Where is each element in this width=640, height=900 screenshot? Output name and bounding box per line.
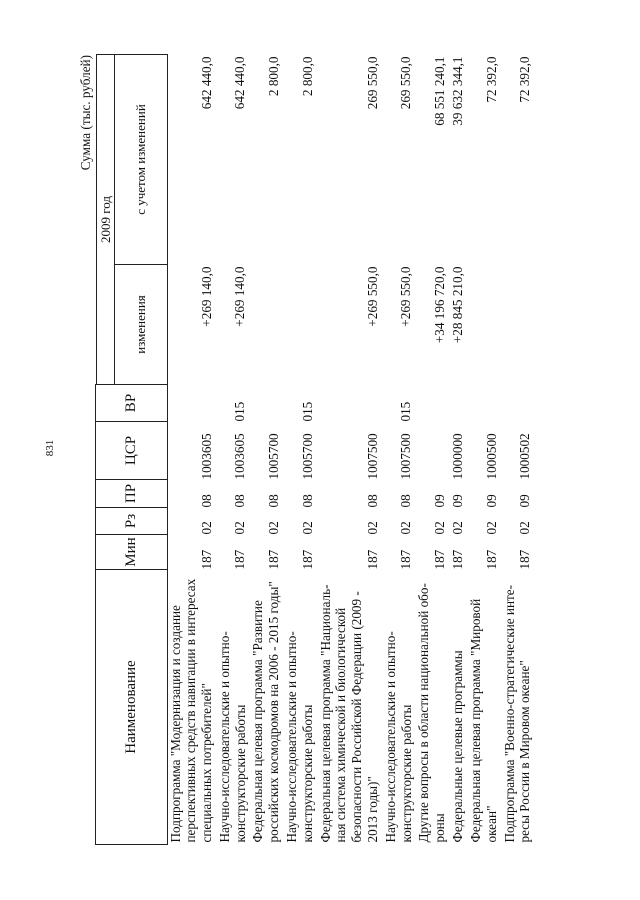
row-vr — [416, 385, 450, 422]
row-rz: 02 — [517, 521, 533, 535]
row-pr: 09 — [517, 494, 533, 508]
row-csr: 1007500 — [364, 433, 380, 480]
row-csr: 1000500 — [483, 433, 499, 480]
row-csr: 1005700 — [266, 433, 282, 480]
row-rz: 02 — [364, 521, 380, 535]
header-csr: ЦСР — [96, 422, 168, 480]
row-csr: 1007500 — [398, 433, 414, 480]
row-name: Научно-исследовательские и опытно-конструкторские работы — [216, 631, 248, 843]
row-vr — [318, 385, 383, 422]
row-vr — [250, 385, 284, 422]
row-change: +269 550,0 — [364, 266, 380, 327]
row-min: 187 — [299, 549, 315, 570]
row-pr: 08 — [299, 494, 315, 508]
header-name: Наименование — [96, 570, 168, 845]
row-total: 68 551 240,1 — [432, 56, 448, 126]
row-change: +34 196 720,0 — [432, 266, 448, 344]
row-csr: 1005700 — [299, 433, 315, 480]
row-vr — [502, 385, 536, 422]
row-pr: 08 — [398, 494, 414, 508]
table-row — [318, 55, 383, 845]
row-rz: 02 — [432, 521, 448, 535]
row-name: Другие вопросы в области национальной обо-роны — [416, 583, 448, 843]
row-change — [502, 265, 536, 385]
table-row — [167, 55, 217, 845]
row-min: 187 — [198, 549, 214, 570]
header-rz: Рз — [96, 508, 168, 535]
row-change: +269 550,0 — [398, 266, 414, 327]
row-name: Подпрограмма "Модернизация и создание перспективных средств навигации в интересах специальных потребителей" — [167, 578, 215, 843]
row-name: Федеральная целевая программа "Мировой океан" — [468, 598, 499, 843]
page-number: 831 — [44, 439, 56, 457]
row-pr: 09 — [450, 494, 466, 508]
row-total: 642 440,0 — [232, 56, 248, 110]
row-min: 187 — [450, 549, 466, 570]
row-csr: 1003605 — [198, 433, 214, 480]
row-change — [250, 265, 284, 385]
table-row — [250, 55, 284, 845]
row-rz: 02 — [299, 521, 315, 535]
row-change — [468, 265, 502, 385]
header-year: 2009 год — [96, 55, 114, 385]
row-min: 187 — [398, 549, 414, 570]
row-vr: 015 — [299, 401, 315, 422]
row-total: 2 800,0 — [299, 56, 315, 97]
row-name: Научно-исследовательские и опытно-конструкторские работы — [382, 631, 414, 843]
row-rz: 02 — [266, 521, 282, 535]
row-change: +269 140,0 — [198, 266, 214, 327]
row-csr: 1003605 — [232, 433, 248, 480]
row-rz: 02 — [198, 521, 214, 535]
unit-note: Сумма (тыс. рублей) — [78, 55, 93, 171]
table-row — [383, 55, 417, 845]
row-pr: 08 — [198, 494, 214, 508]
row-change: +28 845 210,0 — [450, 266, 466, 344]
header-min: Мин — [96, 535, 168, 570]
row-pr: 08 — [364, 494, 380, 508]
row-min: 187 — [266, 549, 282, 570]
row-total: 642 440,0 — [198, 56, 214, 110]
table-row — [502, 55, 536, 845]
row-total: 72 392,0 — [483, 56, 499, 103]
row-total: 269 550,0 — [398, 56, 414, 110]
row-min: 187 — [517, 549, 533, 570]
row-name: Федеральная целевая программа "Развитие российских космодромов на 2006 - 2015 годы" — [250, 581, 282, 843]
row-name: Федеральная целевая программа "Националь-ная система химической и биологической безопасности Российской Федерации (2009 - 2013 годы)" — [317, 584, 381, 843]
table-row — [450, 55, 468, 845]
budget-table-region — [78, 55, 638, 845]
row-min: 187 — [432, 549, 448, 570]
header-pr: ПР — [96, 480, 168, 508]
row-rz: 02 — [398, 521, 414, 535]
row-rz: 02 — [483, 521, 499, 535]
row-change: +269 140,0 — [232, 266, 248, 327]
row-total: 39 632 344,1 — [450, 56, 466, 126]
row-name: Федеральные целевые программы — [450, 650, 466, 843]
row-pr: 08 — [232, 494, 248, 508]
row-csr: 1000000 — [450, 433, 466, 480]
row-pr: 09 — [483, 494, 499, 508]
row-change — [284, 265, 318, 385]
row-min: 187 — [483, 549, 499, 570]
header-changes: изменения — [114, 265, 167, 385]
row-csr: 1000502 — [517, 433, 533, 480]
header-vr: ВР — [96, 385, 168, 422]
table-row — [416, 55, 450, 845]
row-total: 2 800,0 — [266, 56, 282, 97]
table-row — [217, 55, 251, 845]
row-min: 187 — [364, 549, 380, 570]
header-with-changes: с учетом изменений — [114, 55, 167, 265]
row-name: Научно-исследовательские и опытно-конструкторские работы — [284, 631, 315, 843]
row-total: 269 550,0 — [364, 56, 380, 110]
table-row — [284, 55, 318, 845]
row-pr: 09 — [432, 494, 448, 508]
table-row — [468, 55, 502, 845]
row-vr: 015 — [232, 401, 248, 422]
row-rz: 02 — [232, 521, 248, 535]
row-vr: 015 — [398, 401, 414, 422]
row-min: 187 — [232, 549, 248, 570]
row-csr — [416, 422, 450, 480]
row-pr: 08 — [266, 494, 282, 508]
budget-table — [95, 54, 535, 845]
row-vr — [450, 385, 468, 422]
row-name: Подпрограмма "Военно-стратегические инте-ресы России в Мировом океане" — [501, 584, 533, 843]
row-total: 72 392,0 — [517, 56, 533, 103]
row-rz: 02 — [450, 521, 466, 535]
row-vr — [167, 385, 217, 422]
row-vr — [468, 385, 502, 422]
